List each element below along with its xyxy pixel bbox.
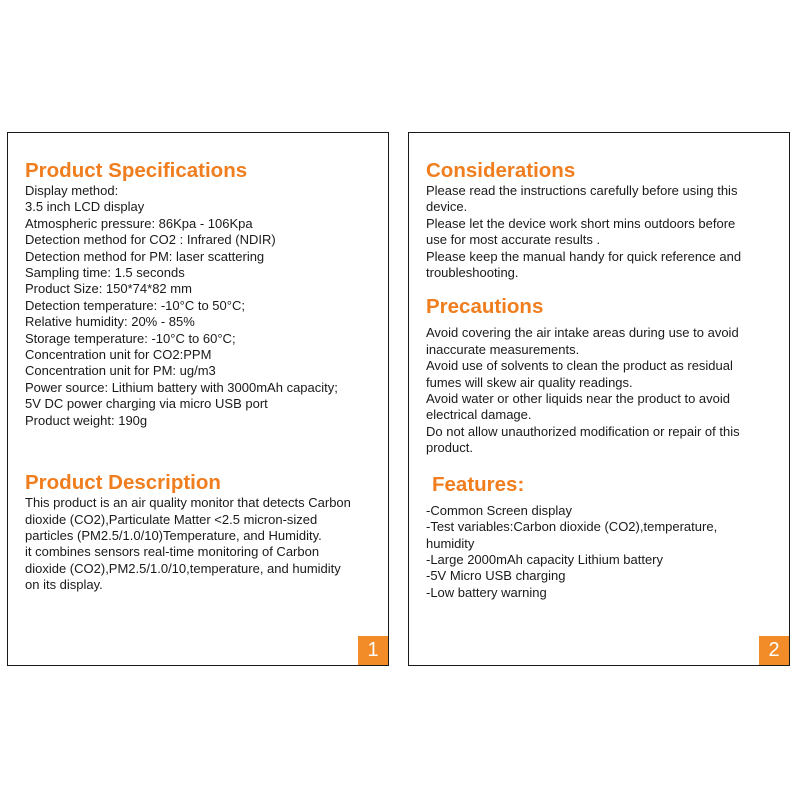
- description-line: This product is an air quality monitor that detects Carbon: [25, 495, 351, 511]
- spec-line: Sampling time: 1.5 seconds: [25, 265, 185, 281]
- features-heading: Features:: [432, 472, 525, 496]
- spec-line: Detection method for CO2 : Infrared (NDIR): [25, 232, 276, 248]
- features-line: -Test variables:Carbon dioxide (CO2),temperature,: [426, 519, 718, 535]
- spec-line: Storage temperature: -10°C to 60°C;: [25, 330, 236, 346]
- precautions-line: Avoid water or other liquids near the product to avoid: [426, 391, 730, 407]
- spec-line: Product weight: 190g: [25, 412, 148, 428]
- features-line: -Common Screen display: [426, 502, 572, 518]
- precautions-heading: Precautions: [426, 295, 544, 319]
- spec-line: Detection method for PM: laser scattering: [25, 248, 265, 264]
- precautions-line: Avoid use of solvents to clean the product as residual: [426, 358, 733, 374]
- features-line: -Low battery warning: [426, 584, 547, 600]
- precautions-line: inaccurate measurements.: [426, 341, 580, 357]
- precautions-line: electrical damage.: [426, 407, 532, 423]
- considerations-line: Please let the device work short mins outdoors before: [426, 215, 736, 231]
- description-line: it combines sensors real-time monitoring of Carbon: [25, 544, 320, 560]
- considerations-line: use for most accurate results .: [426, 232, 601, 248]
- features-line: -5V Micro USB charging: [426, 568, 566, 584]
- page-number-badge: 2: [759, 636, 789, 665]
- spec-line: Concentration unit for PM: ug/m3: [25, 363, 216, 379]
- manual-page-1: [7, 132, 389, 666]
- spec-line: 3.5 inch LCD display: [25, 199, 145, 215]
- spec-line: Display method:: [25, 183, 119, 198]
- considerations-line: device.: [426, 199, 468, 215]
- precautions-paragraph: [426, 325, 779, 456]
- description-line: dioxide (CO2),PM2.5/1.0/10,temperature, and humidity: [25, 560, 341, 576]
- features-paragraph: [426, 503, 779, 601]
- page-1-content: [25, 159, 378, 594]
- specifications-heading: Product Specifications: [25, 159, 248, 182]
- page-2-content: [426, 159, 779, 601]
- specifications-list: [25, 183, 378, 429]
- spec-line: Concentration unit for CO2:PPM: [25, 347, 212, 363]
- features-line: -Large 2000mAh capacity Lithium battery: [426, 551, 664, 567]
- features-line: humidity: [426, 535, 475, 551]
- description-line: on its display.: [25, 577, 103, 593]
- description-heading: Product Description: [25, 471, 221, 495]
- considerations-heading: Considerations: [426, 159, 576, 182]
- description-line: dioxide (CO2),Particulate Matter <2.5 micron-sized: [25, 511, 318, 527]
- spec-line: 5V DC power charging via micro USB port: [25, 396, 268, 412]
- considerations-line: Please read the instructions carefully before using this: [426, 183, 738, 198]
- spec-line: Relative humidity: 20% - 85%: [25, 314, 195, 330]
- considerations-paragraph: [426, 183, 779, 281]
- precautions-line: Do not allow unauthorized modification or repair of this: [426, 423, 740, 439]
- description-paragraph: [25, 495, 378, 593]
- considerations-line: troubleshooting.: [426, 265, 519, 281]
- spec-line: Power source: Lithium battery with 3000mAh capacity;: [25, 379, 338, 395]
- spec-line: Detection temperature: -10°C to 50°C;: [25, 297, 245, 313]
- page-number-badge: 1: [358, 636, 388, 665]
- spec-line: Product Size: 150*74*82 mm: [25, 281, 192, 297]
- considerations-line: Please keep the manual handy for quick reference and: [426, 248, 742, 264]
- precautions-line: Avoid covering the air intake areas during use to avoid: [426, 325, 739, 341]
- description-line: particles (PM2.5/1.0/10)Temperature, and Humidity.: [25, 527, 322, 543]
- manual-page-2: [408, 132, 790, 666]
- precautions-line: product.: [426, 440, 473, 456]
- spec-line: Atmospheric pressure: 86Kpa - 106Kpa: [25, 215, 253, 231]
- precautions-line: fumes will skew air quality readings.: [426, 374, 633, 390]
